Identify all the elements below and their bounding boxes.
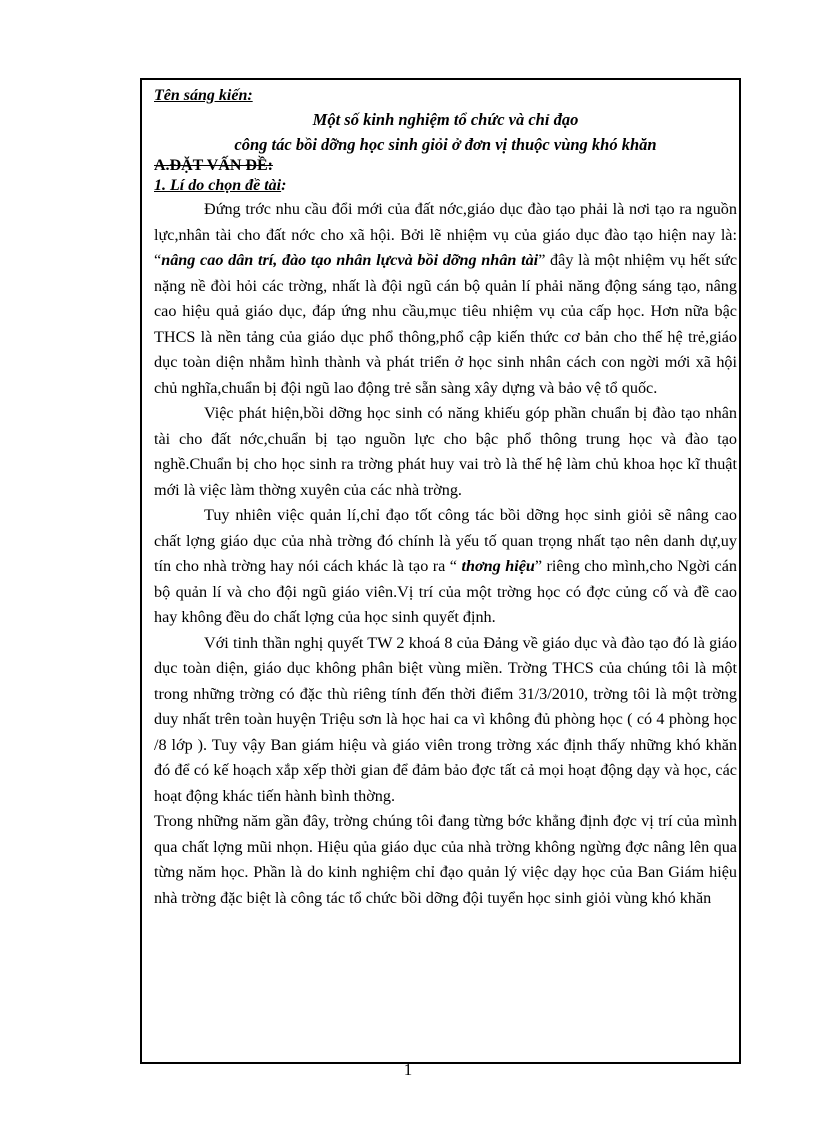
paragraph-4: Với tinh thần nghị quyết TW 2 khoá 8 của Đảng về giáo dục và đào tạo đó là giáo dục toàn diện, giáo dục không phân biệt vùng miền. Trờng THCS của chúng tôi là một trong những trờng có đặc thù riêng tính đến thời điểm 31/3/2010, trờng tôi là một trờng duy nhất trên toàn huyện Triệu sơn là học hai ca vì không đủ phòng học ( có 4 phòng học /8 lớp ). Tuy vậy Ban giám hiệu và giáo viên trong trờng xác định thấy những khó khăn đó để có kế hoạch xắp xếp thời gian để đảm bảo đợc tất cả mọi hoạt động dạy và học, các hoạt động khác tiến hành bình thờng. <box>154 633 737 805</box>
initiative-label: Tên sáng kiến: <box>154 87 253 104</box>
section-1-heading <box>154 175 737 197</box>
document-frame <box>140 78 741 1064</box>
title-line-2: công tác bồi dỡng học sinh giỏi ở đơn vị thuộc vùng khó khăn <box>234 135 657 154</box>
paragraph-1-emphasis: nâng cao dân trí, đào tạo nhân lựcvà bồi dỡng nhân tài <box>161 251 539 269</box>
section-a-heading: A.ĐẶT VẤN ĐỀ: <box>154 157 273 174</box>
document-content <box>154 85 737 911</box>
paragraph-1-part-c: ” đây là một nhiệm vụ hết sức nặng nề đòi hỏi các trờng, nhất là đội ngũ cán bộ quản lí phải năng động sáng tạo, nâng cao hiệu quả giáo dục, đáp ứng nhu cầu,mục tiêu nhiệm vụ của cấp học. Hơn nữa bậc THCS là nền tảng của giáo dục phổ thông,phổ cập kiến thức cơ bản cho thế hệ trẻ,giáo dục toàn diện nhằm hình thành và phát triển ở học sinh nhân cách con ngời mới xã hội chủ nghĩa,chuẩn bị đội ngũ lao động trẻ sẵn sàng xây dựng và bảo vệ tổ quốc. <box>154 251 738 397</box>
title-line-1: Một số kinh nghiệm tổ chức và chỉ đạo <box>312 110 579 129</box>
paragraph-5: Trong những năm gần đây, trờng chúng tôi đang từng bớc khẳng định đợc vị trí của mình qua chất lợng mũi nhọn. Hiệu qủa giáo dục của nhà trờng không ngừng đợc nâng lên qua từng năm học. Phần là do kinh nghiệm chỉ đạo quản lý việc dạy học của Ban Giám hiệu nhà trờng đặc biệt là công tác tổ chức bồi dỡng đội tuyển học sinh giỏi vùng khó khăn <box>154 812 737 907</box>
paragraph-2: Việc phát hiện,bồi dỡng học sinh có năng khiếu góp phần chuẩn bị đào tạo nhân tài cho đất nớc,chuẩn bị tạo nguồn lực cho bậc phổ thông trung học và đào tạo nghề.Chuẩn bị cho học sinh ra trờng phát huy vai trò là thế hệ làm chủ khoa học kĩ thuật mới là việc làm thờng xuyên của các nhà trờng. <box>154 404 737 499</box>
paragraph-1-part-a: Đứng trớc nhu cầu đổi mới của đất nớc,giáo dục đào tạo phải là nơi tạo ra nguồn lực,nhân tài cho đất nớc cho xã hội. Bởi lẽ nhiệm vụ của giáo dục đào tạo hiện nay là: “ <box>154 200 737 269</box>
section-1-colon: : <box>281 177 287 194</box>
paragraph-3-emphasis: thơng hiệu <box>461 557 535 575</box>
section-1-heading-text: 1. Lí do chọn đề tài <box>154 177 282 194</box>
paragraph-3-part-a: Tuy nhiên việc quản lí,chỉ đạo tốt công tác bồi dỡng học sinh giỏi sẽ nâng cao chất lợng giáo dục của nhà trờng đó chính là yếu tố quan trọng nhất tạo nên danh dự,uy tín cho nhà trờng hay nói cách khác là tạo ra “ <box>154 506 737 575</box>
paragraph-3-part-c: ” riêng cho mình,cho Ngời cán bộ quản lí và cho đội ngũ giáo viên.Vị trí của một trờng học có đợc củng cố và đề cao hay không đều do chất lợng của học sinh quyết định. <box>154 557 737 626</box>
paragraph-3 <box>154 503 737 631</box>
page-number: 1 <box>403 1060 413 1079</box>
paragraph-1 <box>154 197 737 401</box>
